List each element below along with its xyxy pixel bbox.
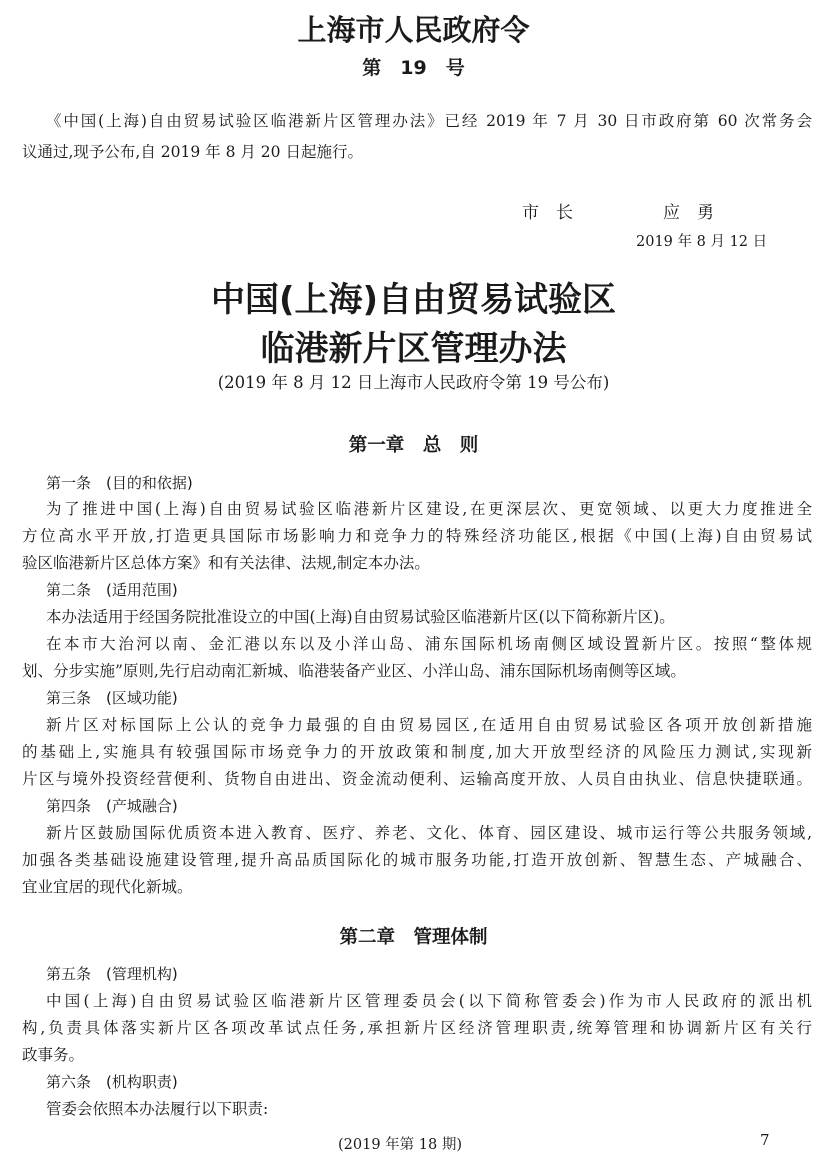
article1-line1: 为了推进中国(上海)自由贸易试验区临港新片区建设,在更深层次、更宽领域、以更大力度推进全 — [46, 500, 812, 518]
article3-heading: 第三条 (区域功能) — [46, 689, 178, 707]
doc-title-line1: 中国(上海)自由贸易试验区 — [210, 280, 617, 320]
doc-subtitle: (2019 年 8 月 12 日上海市人民政府令第 19 号公布) — [217, 373, 610, 392]
mayor-name: 应 勇 — [663, 203, 714, 223]
article6-heading: 第六条 (机构职责) — [46, 1073, 178, 1091]
article4-line2: 加强各类基础设施建设管理,提升高品质国际化的城市服务功能,打造开放创新、智慧生态、产城融合、 — [22, 851, 812, 869]
article3-line1: 新片区对标国际上公认的竞争力最强的自由贸易园区,在适用自由贸易试验区各项开放创新措施 — [46, 716, 812, 734]
article3-line2: 的基础上,实施具有较强国际市场竞争力的开放政策和制度,加大开放型经济的风险压力测试,实现新 — [22, 743, 812, 761]
article3-line3: 片区与境外投资经营便利、货物自由进出、资金流动便利、运输高度开放、人员自由执业、信息快捷联通。 — [22, 770, 812, 788]
chapter1-heading: 第一章 总 则 — [348, 435, 479, 456]
mayor-label: 市 长 — [522, 203, 573, 223]
article1-line2: 方位高水平开放,打造更具国际市场影响力和竞争力的特殊经济功能区,根据《中国(上海)自由贸易试 — [22, 527, 812, 545]
article2-line2: 在本市大治河以南、金汇港以东以及小洋山岛、浦东国际机场南侧区域设置新片区。按照“整体规 — [46, 635, 812, 653]
decree-title: 上海市人民政府令 — [297, 13, 530, 47]
article5-line3: 政事务。 — [22, 1046, 85, 1064]
article2-line3: 划、分步实施”原则,先行启动南汇新城、临港装备产业区、小洋山岛、浦东国际机场南侧等区域。 — [22, 662, 686, 680]
issue-number: (2019 年第 18 期) — [338, 1137, 462, 1153]
decree-intro-line1: 《中国(上海)自由贸易试验区临港新片区管理办法》已经 2019 年 7 月 30 日市政府第 60 次常务会 — [46, 112, 812, 130]
article5-heading: 第五条 (管理机构) — [46, 965, 178, 983]
article1-line3: 验区临港新片区总体方案》和有关法律、法规,制定本办法。 — [22, 554, 430, 572]
article6-line1: 管委会依照本办法履行以下职责: — [46, 1100, 269, 1118]
article5-line1: 中国(上海)自由贸易试验区临港新片区管理委员会(以下简称管委会)作为市人民政府的派出机 — [46, 992, 812, 1010]
article2-line1: 本办法适用于经国务院批准设立的中国(上海)自由贸易试验区临港新片区(以下简称新片区)。 — [46, 608, 675, 626]
article4-heading: 第四条 (产城融合) — [46, 797, 178, 815]
decree-number: 第 19 号 — [362, 57, 465, 79]
decree-date: 2019 年 8 月 12 日 — [636, 234, 768, 250]
decree-intro-line2: 议通过,现予公布,自 2019 年 8 月 20 日起施行。 — [22, 143, 363, 161]
article4-line3: 宜业宜居的现代化新城。 — [22, 878, 193, 896]
doc-title-line2: 临港新片区管理办法 — [260, 329, 567, 369]
article2-heading: 第二条 (适用范围) — [46, 581, 178, 599]
page-number: 7 — [760, 1131, 770, 1149]
article1-heading: 第一条 (目的和依据) — [46, 474, 193, 492]
article5-line2: 构,负责具体落实新片区各项改革试点任务,承担新片区经济管理职责,统筹管理和协调新片区有关行 — [22, 1019, 812, 1037]
chapter2-heading: 第二章 管理体制 — [339, 927, 488, 948]
article4-line1: 新片区鼓励国际优质资本进入教育、医疗、养老、文化、体育、园区建设、城市运行等公共服务领域, — [46, 824, 812, 842]
